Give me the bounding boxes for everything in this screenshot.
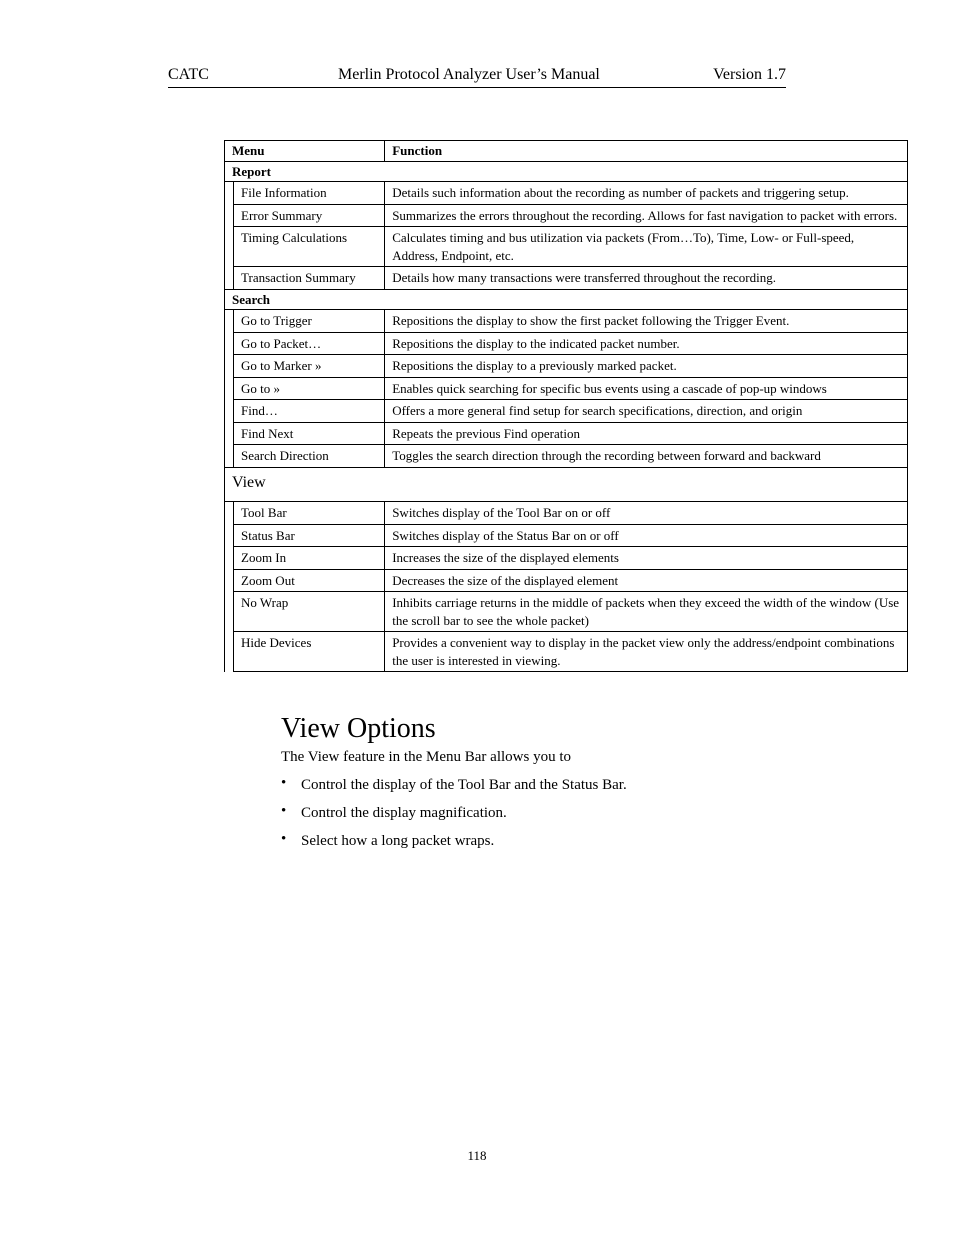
bullet-icon: • bbox=[281, 775, 287, 791]
table-group-row bbox=[225, 161, 908, 182]
indent-cell bbox=[225, 524, 234, 547]
menu-item-name: Find Next bbox=[234, 422, 385, 445]
menu-group-view: View bbox=[225, 467, 908, 502]
table-row bbox=[225, 227, 908, 267]
menu-item-function: Details such information about the recording as number of packets and triggering setup. bbox=[385, 182, 908, 205]
menu-item-function: Inhibits carriage returns in the middle of packets when they exceed the width of the window (Use the scroll bar to see the whole packet) bbox=[385, 592, 908, 632]
list-item: • Control the display of the Tool Bar and the Status Bar. bbox=[281, 775, 627, 793]
indent-cell bbox=[225, 267, 234, 290]
bullet-icon: • bbox=[281, 831, 287, 847]
menu-item-function: Repositions the display to a previously marked packet. bbox=[385, 355, 908, 378]
indent-cell bbox=[225, 310, 234, 333]
menu-item-name: No Wrap bbox=[234, 592, 385, 632]
table-row bbox=[225, 569, 908, 592]
indent-cell bbox=[225, 502, 234, 525]
menu-item-function: Summarizes the errors throughout the recording. Allows for fast navigation to packet with errors. bbox=[385, 204, 908, 227]
view-options-section bbox=[281, 712, 881, 859]
menu-item-name: File Information bbox=[234, 182, 385, 205]
menu-item-function: Decreases the size of the displayed element bbox=[385, 569, 908, 592]
menu-item-function: Toggles the search direction through the recording between forward and backward bbox=[385, 445, 908, 468]
menu-item-function: Switches display of the Status Bar on or off bbox=[385, 524, 908, 547]
menu-item-name: Go to Packet… bbox=[234, 332, 385, 355]
menu-item-name: Zoom Out bbox=[234, 569, 385, 592]
menu-item-function: Increases the size of the displayed elements bbox=[385, 547, 908, 570]
indent-cell bbox=[225, 422, 234, 445]
menu-group-search: Search bbox=[225, 289, 908, 310]
page-header bbox=[168, 66, 786, 88]
indent-cell bbox=[225, 204, 234, 227]
indent-cell bbox=[225, 182, 234, 205]
menu-item-function: Provides a convenient way to display in the packet view only the address/endpoint combinations the user is interested in viewing. bbox=[385, 632, 908, 672]
menu-function-table bbox=[224, 140, 908, 672]
table-group-row bbox=[225, 467, 908, 502]
menu-item-function: Repositions the display to show the first packet following the Trigger Event. bbox=[385, 310, 908, 333]
table-row bbox=[225, 632, 908, 672]
table-row bbox=[225, 502, 908, 525]
indent-cell bbox=[225, 355, 234, 378]
menu-item-name: Timing Calculations bbox=[234, 227, 385, 267]
menu-item-name: Tool Bar bbox=[234, 502, 385, 525]
menu-item-function: Details how many transactions were transferred throughout the recording. bbox=[385, 267, 908, 290]
table-row bbox=[225, 547, 908, 570]
header-version: Version 1.7 bbox=[713, 66, 786, 83]
indent-cell bbox=[225, 227, 234, 267]
indent-cell bbox=[225, 377, 234, 400]
indent-cell bbox=[225, 592, 234, 632]
menu-item-function: Repositions the display to the indicated packet number. bbox=[385, 332, 908, 355]
table-row bbox=[225, 422, 908, 445]
header-title: Merlin Protocol Analyzer User’s Manual bbox=[338, 66, 600, 83]
section-intro: The View feature in the Menu Bar allows you to bbox=[281, 749, 571, 765]
bullet-icon: • bbox=[281, 803, 287, 819]
table-row bbox=[225, 400, 908, 423]
table-group-row bbox=[225, 289, 908, 310]
table-row bbox=[225, 377, 908, 400]
table-row bbox=[225, 332, 908, 355]
table-row bbox=[225, 204, 908, 227]
menu-item-name: Error Summary bbox=[234, 204, 385, 227]
indent-cell bbox=[225, 632, 234, 672]
table-row bbox=[225, 524, 908, 547]
menu-item-function: Calculates timing and bus utilization via packets (From…To), Time, Low- or Full-speed, Address, Endpoint, etc. bbox=[385, 227, 908, 267]
menu-item-function: Offers a more general find setup for search specifications, direction, and origin bbox=[385, 400, 908, 423]
table-row bbox=[225, 592, 908, 632]
list-item: • Select how a long packet wraps. bbox=[281, 831, 495, 849]
table-row bbox=[225, 445, 908, 468]
indent-cell bbox=[225, 547, 234, 570]
menu-item-name: Transaction Summary bbox=[234, 267, 385, 290]
bullet-list bbox=[281, 775, 881, 851]
menu-item-name: Hide Devices bbox=[234, 632, 385, 672]
header-company: CATC bbox=[168, 66, 209, 83]
column-header-function: Function bbox=[385, 141, 908, 162]
menu-item-function: Enables quick searching for specific bus events using a cascade of pop-up windows bbox=[385, 377, 908, 400]
list-item: • Control the display magnification. bbox=[281, 803, 507, 821]
section-title: View Options bbox=[281, 713, 436, 744]
menu-item-function: Switches display of the Tool Bar on or off bbox=[385, 502, 908, 525]
menu-item-name: Find… bbox=[234, 400, 385, 423]
menu-item-name: Go to Marker » bbox=[234, 355, 385, 378]
table-row bbox=[225, 267, 908, 290]
menu-group-report: Report bbox=[225, 161, 908, 182]
menu-item-name: Status Bar bbox=[234, 524, 385, 547]
page-number: 118 bbox=[467, 1148, 487, 1163]
menu-item-name: Zoom In bbox=[234, 547, 385, 570]
table-header-row bbox=[225, 141, 908, 162]
menu-item-function: Repeats the previous Find operation bbox=[385, 422, 908, 445]
menu-item-name: Search Direction bbox=[234, 445, 385, 468]
table-row bbox=[225, 310, 908, 333]
table-row bbox=[225, 182, 908, 205]
indent-cell bbox=[225, 569, 234, 592]
menu-item-name: Go to » bbox=[234, 377, 385, 400]
table-row bbox=[225, 355, 908, 378]
indent-cell bbox=[225, 445, 234, 468]
menu-item-name: Go to Trigger bbox=[234, 310, 385, 333]
column-header-menu: Menu bbox=[225, 141, 385, 162]
indent-cell bbox=[225, 332, 234, 355]
indent-cell bbox=[225, 400, 234, 423]
